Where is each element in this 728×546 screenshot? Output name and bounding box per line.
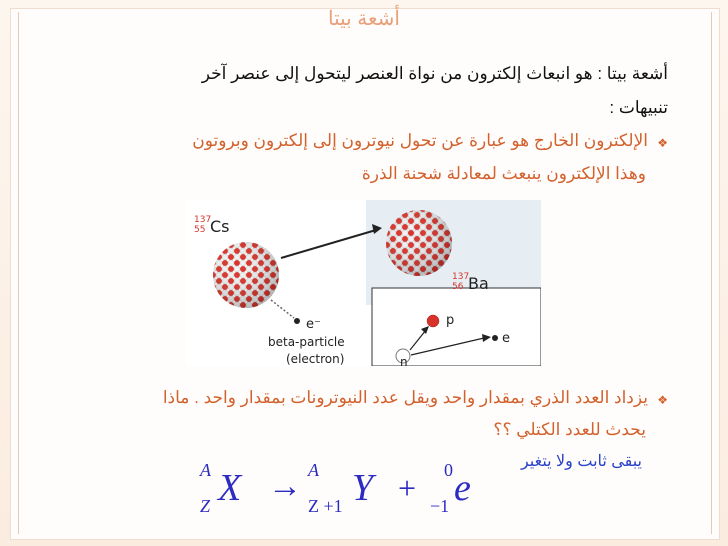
electron-paren-label: (electron) <box>286 352 345 366</box>
bullet-1-line-1 <box>192 131 668 151</box>
ba-symbol: Ba <box>468 274 489 293</box>
eq-mass-a2: A <box>308 460 319 480</box>
inset-electron-dot <box>492 335 498 341</box>
electron-label: e⁻ <box>306 317 321 332</box>
proton-label: p <box>446 313 455 328</box>
electron-dot <box>294 318 300 324</box>
eq-atomic-z1: Z <box>200 496 211 516</box>
beta-decay-diagram <box>186 200 541 366</box>
proton-circle <box>427 315 439 327</box>
bullet-2-line-1 <box>163 388 668 408</box>
eq-symbol-y: Y <box>352 467 374 509</box>
eq-plus: + <box>398 470 417 506</box>
definition-text: أشعة بيتا : هو انبعاث إلكترون من نواة العنصر ليتحول إلى عنصر آخر <box>201 64 668 83</box>
cs-atomic-number: 55 <box>194 225 206 235</box>
eq-symbol-e: e <box>454 467 471 509</box>
answer-text: يبقى ثابت ولا يتغير <box>520 453 642 470</box>
notes-heading: تنبيهات : <box>609 98 668 117</box>
ba-mass-number: 137 <box>452 272 470 282</box>
slide-title: أشعة بيتا <box>328 8 400 30</box>
cs-symbol: Cs <box>210 217 230 236</box>
diamond-bullet-icon: ❖ <box>657 392 668 407</box>
bullet-1-line-2: وهذا الإلكترون ينبعث لمعادلة شحنة الذرة <box>361 164 646 183</box>
eq-minus-one: −1 <box>430 496 450 516</box>
diamond-bullet-icon: ❖ <box>657 135 668 150</box>
eq-zero: 0 <box>444 460 453 480</box>
inset-electron-label: e <box>502 331 510 346</box>
beta-particle-label: beta-particle <box>268 335 345 349</box>
beta-decay-equation <box>196 456 486 526</box>
bullet-1-text: الإلكترون الخارج هو عبارة عن تحول نيوترون إلى إلكترون وبروتون <box>192 131 648 150</box>
eq-arrow: → <box>268 468 302 505</box>
beta-decay-figure <box>186 200 541 366</box>
eq-atomic-z2: Z +1 <box>308 496 343 516</box>
eq-symbol-x: X <box>218 467 242 509</box>
cs-mass-number: 137 <box>194 215 212 225</box>
ba-atomic-number: 56 <box>452 282 464 292</box>
bullet-2-line-2: يحدث للعدد الكتلي ؟؟ <box>493 420 646 439</box>
eq-mass-a1: A <box>200 460 211 480</box>
bullet-2-text: يزداد العدد الذري بمقدار واحد ويقل عدد النيوترونات بمقدار واحد . ماذا <box>162 388 648 407</box>
neutron-label: n <box>400 355 408 366</box>
